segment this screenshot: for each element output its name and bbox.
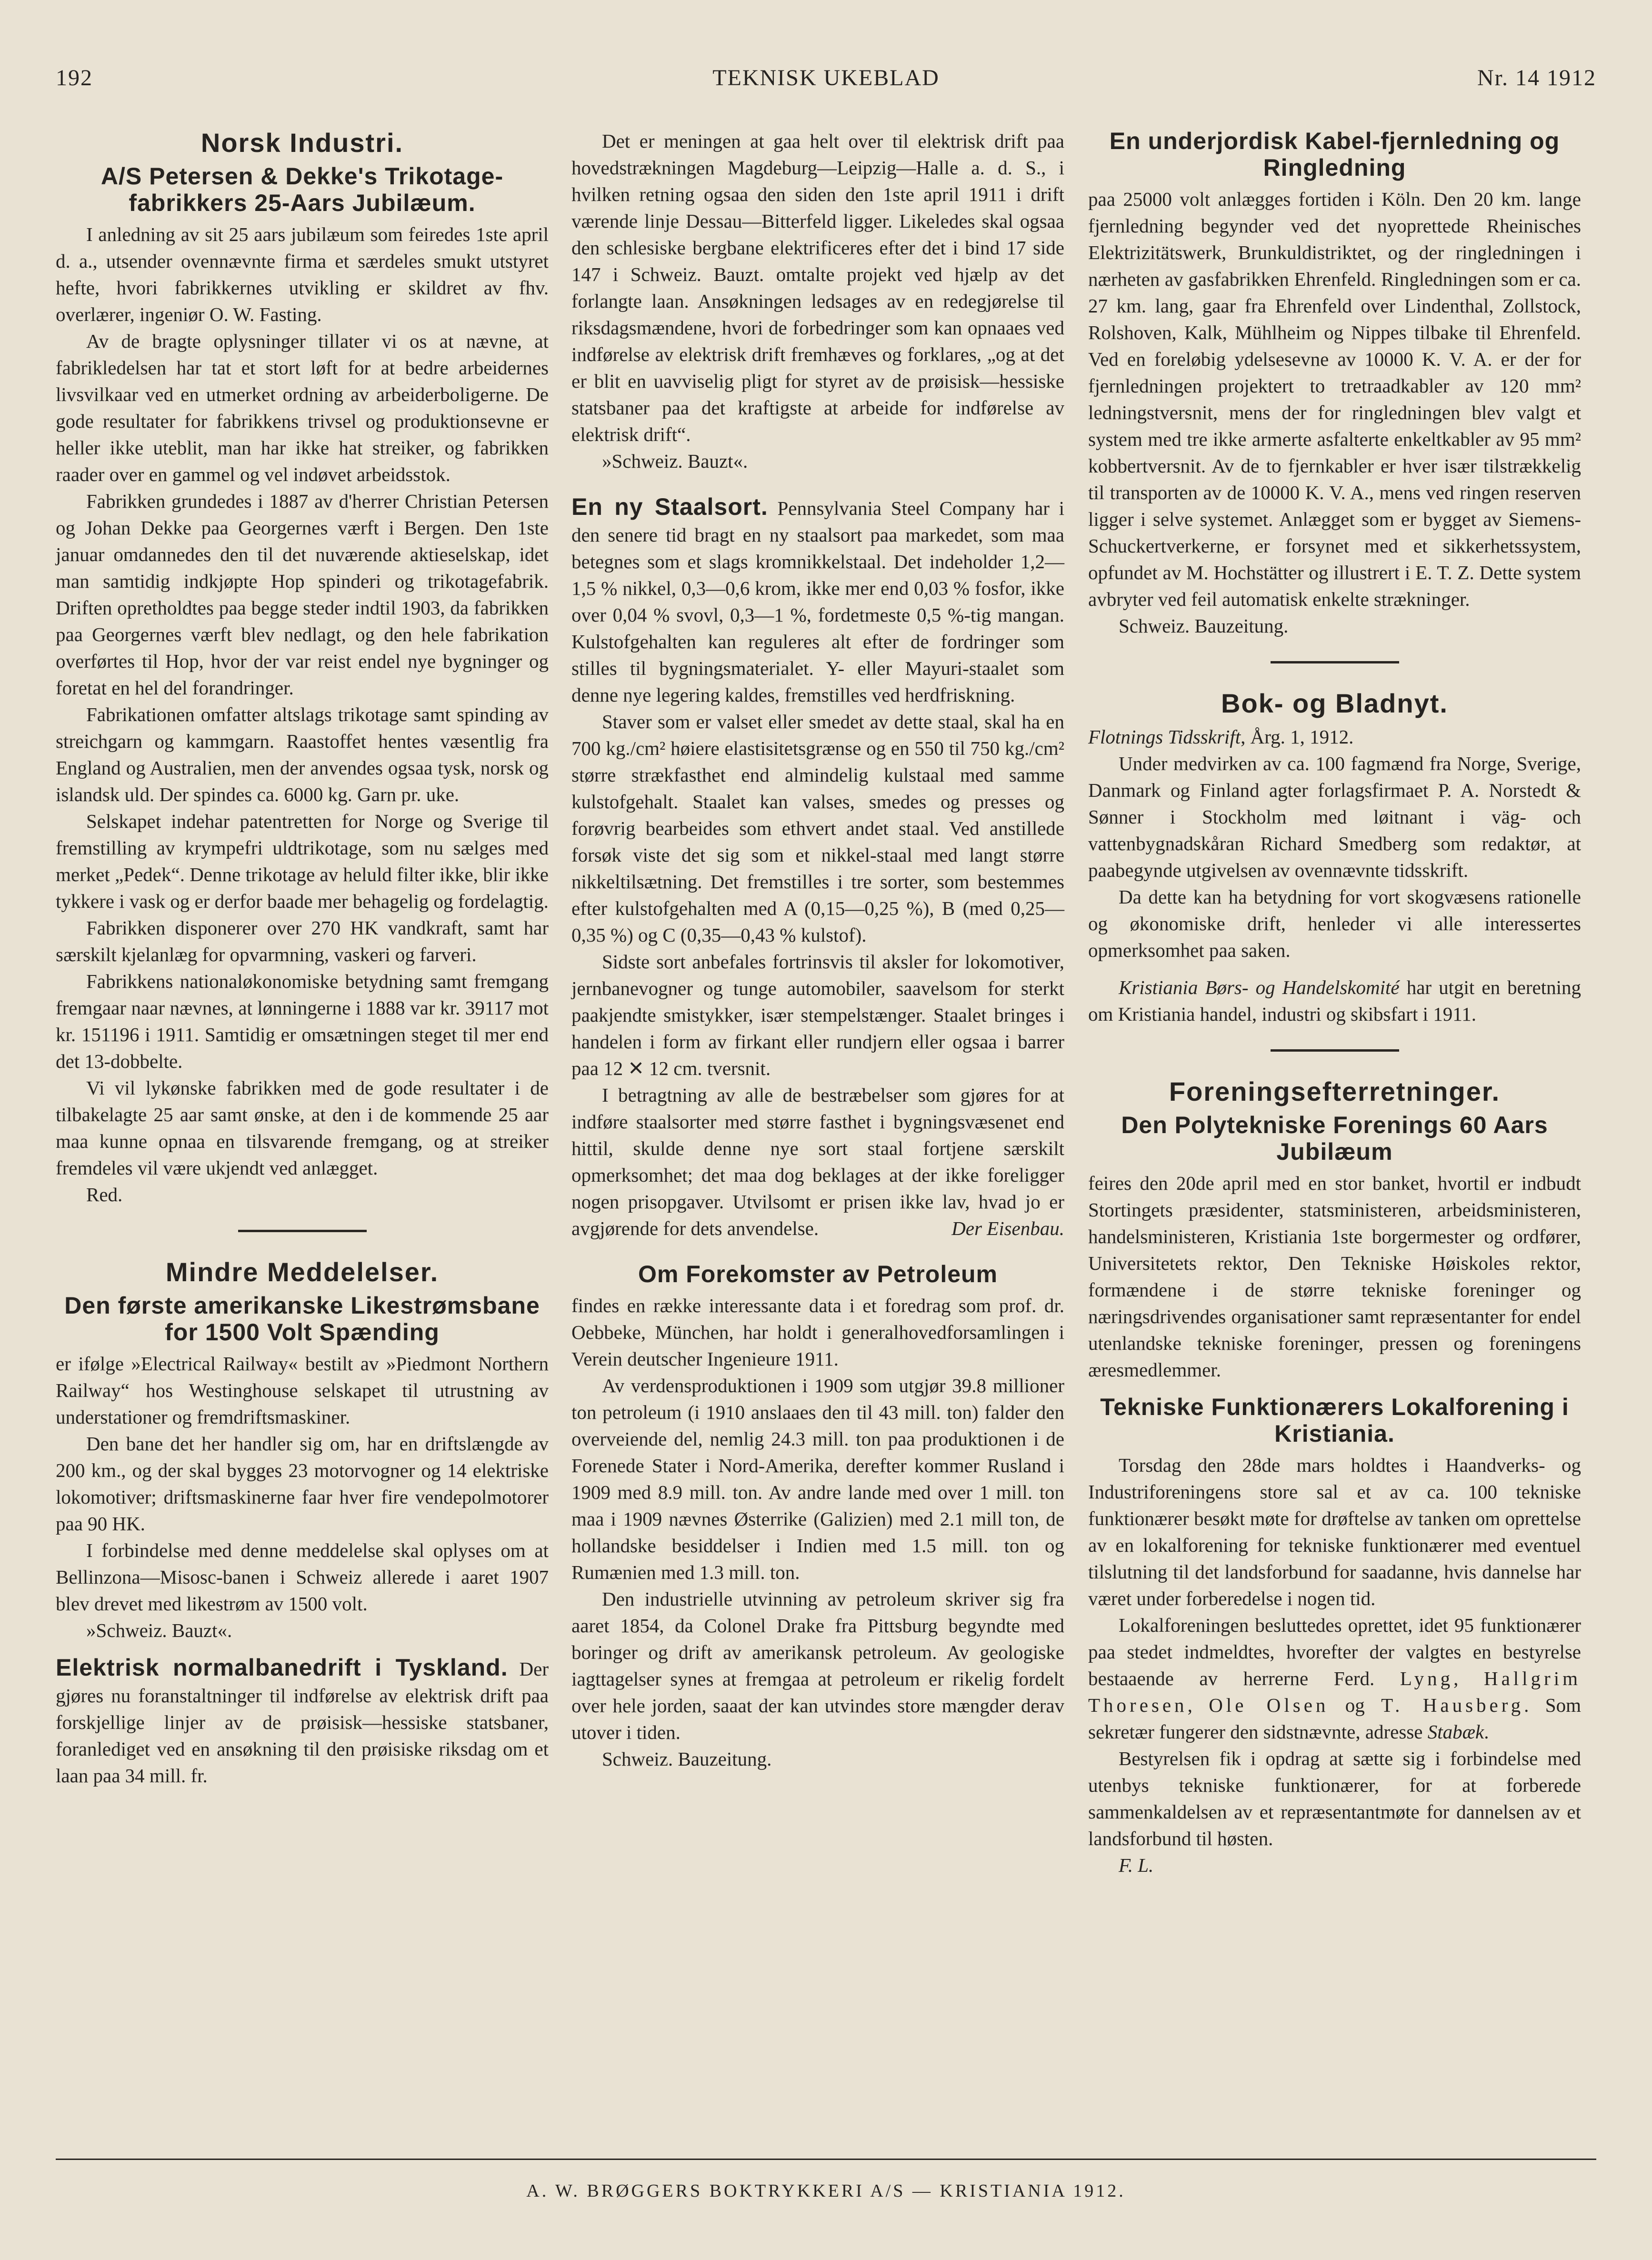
person-name: Ole Olsen <box>1209 1694 1329 1716</box>
address: Stabæk <box>1427 1721 1484 1743</box>
section-divider <box>1271 661 1399 663</box>
article-signature: Red. <box>86 1184 123 1205</box>
publication-volume: , Årg. 1, 1912. <box>1241 726 1354 748</box>
publication-name: Flotnings Tidsskrift <box>1088 726 1241 748</box>
article-paragraph: Fabrikkens nationaløkonomiske betydning samt fremgang fremgaar naar nævnes, at lønningerne i 1888 var kr. 39117 mot kr. 151196 i 1911. Samtidig er omsætningen steget til mer end det 13-dobbelte. <box>56 970 549 1072</box>
column-right <box>1088 128 1581 1878</box>
person-name: Lyng <box>1400 1667 1454 1689</box>
article-source: Schweiz. Bauzeitung. <box>1119 615 1289 637</box>
article-paragraph: Under medvirken av ca. 100 fagmænd fra Norge, Sverige, Danmark og Finland agter forlagsfirmaet P. A. Norstedt & Sønner i Stockholm med løitnant i väg- och vattenbygnadskåran Richard Smedberg som redaktør, at paabegynde utgivelsen av ovennævnte tidsskrift. <box>1088 753 1581 881</box>
article-paragraph: Vi vil lykønske fabrikken med de gode resultater i de tilbakelagte 25 aar samt ønske, at den i de kommende 25 aar maa kunne opnaa en tilsvarende fremgang, og at streiker fremdeles vil være ukjendt ved anlægget. <box>56 1077 549 1179</box>
article-paragraph <box>571 1082 1064 1242</box>
article-paragraph: Den bane det her handler sig om, har en driftslængde av 200 km., og der skal bygges 23 motorvogner og 14 elektriske lokomotiver; driftsmaskinerne faar hver fire vendepolmotorer paa 90 HK. <box>56 1433 549 1535</box>
column-middle <box>571 128 1064 1772</box>
publication-title: TEKNISK UKEBLAD <box>712 65 940 90</box>
spacer <box>1088 1383 1581 1394</box>
article-signature: F. L. <box>1119 1854 1154 1876</box>
article-paragraph: Selskapet indehar patentretten for Norge og Sverige til fremstilling av krympefri uldtrikotage, som nu sælges med merket „Pedek“. Denne trikotage av heluld filter ikke, blir ikke tykkere i vask og er derfor baade mer behagelig og fordelagtig. <box>56 810 549 912</box>
spacer <box>1088 964 1581 974</box>
article-paragraph: Av verdensproduktionen i 1909 som utgjør 39.8 millioner ton petroleum (i 1910 anslaaes den til 43 mill. ton) falder den overveiende del, nemlig 24.3 mill. ton paa produktionen i de Forenede Stater i Nord-Amerika, derefter kommer Rusland i 1909 med 8.9 mill. ton. Av andre lande med over 1 mill. ton maa i 1909 nævnes Østerrike (Galizien) med 2.1 mill ton, de hollandske besiddelser i Indien med 1.5 mill. ton og Rumænien med 1.3 mill. ton. <box>571 1375 1064 1583</box>
article-paragraph: Fabrikationen omfatter altslags trikotage samt spinding av streichgarn og kammgarn. Raastoffet hentes væsentlig fra England og Australien, men der anvendes ogsaa tysk, norsk og islandsk uld. Der spindes ca. 6000 kg. Garn pr. uke. <box>56 703 549 805</box>
article-text: Der gjøres nu foranstaltninger til indførelse av elektrisk drift paa forskjellige linjer av de prøisisk—hessiske statsbaner, foranlediget ved en ansøkning til den prøisiske riksdag om et laan paa 34 mill. fr. <box>56 1658 549 1787</box>
publication-name: Kristiania Børs- og Handelskomité <box>1119 976 1400 998</box>
article-paragraph: feires den 20de april med en stor banket, hvortil er indbudt Stortingets præsidenter, statsministeren, arbeidsministeren, handelsministeren, Kristiania 1ste borgermester og ordfører, Universitetets rektor, Den Tekniske Høiskoles rektor, formændene i de større tekniske foreninger og næringsdrivendes organisationer samt repræsentanter for endel utenlandske tekniske foreninger, pressen og foreningens æresmedlemmer. <box>1088 1172 1581 1381</box>
article-paragraph: paa 25000 volt anlægges fortiden i Köln. Den 20 km. lange fjernledning begynder ved det nyoprettede Rheinisches Elektrizitätswerk, Brunkuldistriktet, og der ringledningen i nærheten av gasfabrikken Ehrenfeld. Ringledningen som er ca. 27 km. lang, gaar fra Ehrenfeld over Lindenthal, Zollstock, Rolshoven, Kalk, Mühlheim og Nippes tilbake til Ehrenfeld. Ved en foreløbig ydelsesevne av 10000 K. V. A. er der for fjernledningen projektert to tretraadkabler av 120 mm² ledningstversnit, mens der for ringledningen blev valgt et system med tre ikke armerte asfalterte enkeltkabler av 95 mm² kobbertversnit. Av de to fjernkabler er hver især tilstrækkelig til transporten av de 10000 K. V. A., mens ved ringen reserven ligger i selve systemet. Anlægget som er bygget av Siemens-Schuckertverkerne, er forsynet med et sikkerhetssystem, opfundet av M. Hochstätter og illustrert i E. T. Z. Dette system avbryter ved feil automatisk enkelte strækninger. <box>1088 188 1581 610</box>
article-source: Der Eisenbau. <box>951 1217 1064 1239</box>
section-title-norsk-industri: Norsk Industri. <box>200 128 404 158</box>
article-paragraph: Da dette kan ha betydning for vort skogvæsens rationelle og økonomiske drift, henleder vi alle interessertes opmerksomhet paa saken. <box>1088 886 1581 961</box>
article-title-lokalforening: Tekniske Funktionærers Lokalforening i Kristiania. <box>1100 1394 1569 1447</box>
article-text: Pennsylvania Steel Company har i den senere tid bragt en ny staalsort paa markedet, som maa betegnes som et slags kromnikkelstaal. Det indeholder 1,2—1,5 % nikkel, 0,3—0,6 krom, ikke mer end 0,03 % fosfor, ikke over 0,04 % svovl, 0,3—1 %, fordetmeste 0,5 %-tig mangan. Kulstofgehalten kan reguleres alt efter de fordringer som stilles til bygningsmaterialet. Y- eller Mayuri-staalet som denne nye legering kaldes, fremstilles ved herdfriskning. <box>571 497 1064 706</box>
page-number: 192 <box>56 65 93 90</box>
article-text: har utgit en beretning om Kristiania handel, industri og skibsfart i 1911. <box>1088 976 1581 1025</box>
section-title-bok-og-bladnyt: Bok- og Bladnyt. <box>1221 688 1448 718</box>
article-paragraph: Bestyrelsen fik i opdrag at sætte sig i forbindelse med utenbys tekniske funktionærer, for at forberede sammenkaldelsen av et repræsentantmøte for dannelsen av et landsforbund til høsten. <box>1088 1748 1581 1849</box>
spacer <box>571 474 1064 493</box>
article-paragraph: er ifølge »Electrical Railway« bestilt av »Piedmont Northern Railway“ hos Westinghouse selskapet til utrustning av understationer og fremdriftsmaskiner. <box>56 1353 549 1428</box>
article-paragraph-with-runin-title <box>571 493 1064 708</box>
article-paragraph: Staver som er valset eller smedet av dette staal, skal ha en 700 kg./cm² høiere elastisitetsgrænse og en 550 til 750 kg./cm² større strækfasthet end almindelig kulstaal med samme kulstofgehalt. Staalet kan valses, smedes og presses og forøvrig bearbeides som ethvert andet staal. Ved anstillede forsøk viste det sig som et nikkel-staal med langt større nikkeltilsætning. Det fremstilles i tre sorter, som bestemmes efter kulstofgehalten med A (0,15—0,25 %), B (med 0,25—0,35 %) og C (0,35—0,43 % kulstof). <box>571 711 1064 946</box>
article-text: Lokalforeningen besluttedes oprettet, idet 95 funktionærer paa stedet indmeldtes, hvorefter der valgtes en bestyrelse bestaaende av herrerne Ferd. <box>1088 1614 1581 1689</box>
footer-divider <box>56 2159 1596 2160</box>
article-paragraph: I forbindelse med denne meddelelse skal oplyses om at Bellinzona—Misosc-banen i Schweiz allerede i aaret 1907 blev drevet med likestrøm av 1500 volt. <box>56 1539 549 1615</box>
article-paragraph: Sidste sort anbefales fortrinsvis til aksler for lokomotiver, jernbanevogner og tunge automobiler, saavelsom for sterkt paakjendte smistykker, især stempelstænger. Staalet bringes i handelen i form av firkant eller rundjern eller ogsaa i barrer paa 12 ✕ 12 cm. tversnit. <box>571 951 1064 1079</box>
article-paragraph: Det er meningen at gaa helt over til elektrisk drift paa hovedstrækningen Magdeburg—Leipzig—Halle a. d. S., i hvilken retning ogsaa den siden den 1ste april 1911 i drift værende linje Dessau—Bitterfeld ligger. Likeledes skal ogsaa den schlesiske bergbane elektrificeres efter det i bind 17 side 147 i Schweiz. Bauzt. omtalte projekt ved hjælp av det forlangte laan. Ansøkningen ledsages av en redegjørelse til riksdagsmændene, hvori de forbedringer som kan opnaaes ved indførelse av elektrisk drift fremhæves og forklares, „og at det er blit en uavviselig pligt for styret av de prøisisk—hessiske statsbaner paa det kraftigste at arbeide for indførelse av elektrisk drift“. <box>571 130 1064 445</box>
article-source: »Schweiz. Bauzt«. <box>602 450 748 472</box>
article-text: . Som sekretær fungerer den sidstnævnte, adresse <box>1088 1694 1581 1743</box>
article-title-elektrisk-normalbanedrift: Elektrisk normalbanedrift i Tyskland. <box>56 1654 508 1681</box>
article-paragraph: I anledning av sit 25 aars jubilæum som feiredes 1ste april d. a., utsender ovennævnte firma et særdeles smukt utstyret hefte, hvori fabrikkernes utvikling er skildret av fhv. overlærer, ingeniør O. W. Fasting. <box>56 223 549 325</box>
section-divider <box>1271 1049 1399 1052</box>
article-paragraph: Av de bragte oplysninger tillater vi os at nævne, at fabrikledelsen har tat et stort løft for at bedre arbeidernes livsvilkaar ved en utmerket ordning av arbeiderboligerne. De gode resultater for fabrikkens trivsel og produktionsevne er heller ikke uteblit, man har ikke hat streiker, og fabrikken raader over en gammel og vel indøvet arbeidsstok. <box>56 330 549 485</box>
spacer <box>571 1242 1064 1261</box>
article-paragraph: Torsdag den 28de mars holdtes i Haandverks- og Industriforeningens store sal et av ca. 100 tekniske funktionærer besøkt møte for drøftelse av tanken om oprettelse av en lokalforening for tekniske funktionærer med eventuel tilslutning til det landsforbund for saadanne, hvis dannelse har været under forberedelse i nogen tid. <box>1088 1454 1581 1609</box>
article-source: Schweiz. Bauzeitung. <box>602 1748 772 1770</box>
article-title-kabel-fjernledning: En underjordisk Kabel-fjernledning og Ringledning <box>1109 128 1560 181</box>
article-title-polytekniske-forening: Den Polytekniske Forenings 60 Aars Jubilæum <box>1121 1112 1548 1165</box>
article-paragraph: Lokalforeningen besluttedes oprettet, idet 95 funktionærer paa stedet indmeldtes, hvorefter der valgtes en bestyrelse bestaaende av herrerne Ferd. Lyng, Hallgrim Thoresen, Ole Olsen og T. Hausberg. Som sekretær fungerer den sidstnævnte, adresse Stabæk. <box>1088 1614 1581 1743</box>
spacer <box>56 1644 549 1654</box>
section-title-mindre-meddelelser: Mindre Meddelelser. <box>165 1257 439 1287</box>
section-divider <box>238 1230 367 1232</box>
issue-label: Nr. 14 1912 <box>1477 65 1596 90</box>
article-title-petroleum: Om Forekomster av Petroleum <box>638 1261 998 1287</box>
person-name: T. Hausberg <box>1381 1694 1524 1716</box>
article-title-likestromsbane: Den første amerikanske Likestrømsbane for 1500 Volt Spænding <box>64 1292 540 1346</box>
article-source: »Schweiz. Bauzt«. <box>86 1619 232 1641</box>
article-paragraph <box>1088 974 1581 1027</box>
article-paragraph-with-runin-title <box>56 1654 549 1789</box>
section-title-foreningsefterretninger: Foreningsefterretninger. <box>1169 1076 1501 1106</box>
article-paragraph: Fabrikken grundedes i 1887 av d'herrer Christian Petersen og Johan Dekke paa Georgernes værft i Bergen. Den 1ste januar omdannedes den til det nuværende aktieselskap, idet man samtidig indkjøpte Hop spinderi og trikotagefabrik. Driften opretholdtes paa begge steder indtil 1903, da fabrikken paa Georgernes værft blev nedlagt, og den hele fabrikation overførtes til Hop, hvor der var reist endel nye bygninger og foretat en hel del forandringer. <box>56 490 549 699</box>
publication-reference <box>1088 723 1581 750</box>
article-paragraph: Den industrielle utvinning av petroleum skriver sig fra aaret 1854, da Colonel Drake fra Pittsburg begyndte med boringer og drift av amerikansk petroleum. Av geologiske iagttagelser synes at fremgaa at petroleum er rikelig fordelt over hele jorden, saaat der kan utvindes store mængder derav utover i tiden. <box>571 1588 1064 1743</box>
article-paragraph: findes en række interessante data i et foredrag som prof. dr. Oebbeke, München, har holdt i generalhovedforsamlingen i Verein deutscher Ingenieure 1911. <box>571 1295 1064 1370</box>
article-title-petersen-dekke: A/S Petersen & Dekke's Trikotage-fabrikkers 25-Aars Jubilæum. <box>100 163 504 216</box>
column-left <box>56 128 549 1789</box>
person-name: Hallgrim Thoresen <box>1088 1667 1581 1716</box>
article-paragraph: Fabrikken disponerer over 270 HK vandkraft, samt har særskilt kjelanlæg for opvarmning, vaskeri og farveri. <box>56 917 549 965</box>
printer-imprint: A. W. BRØGGERS BOKTRYKKERI A/S — KRISTIANIA 1912. <box>526 2181 1126 2201</box>
article-text: I betragtning av alle de bestræbelser som gjøres for at indføre staalsorter med større fasthet i bygningsvæsenet end hittil, skulde denne nye sort staal fortjene særskilt opmerksomhet; det maa dog beklages at der ikke foreligger nogen prisopgaver. Utvilsomt er prisen ikke lav, hvad jo er avgjørende for dets anvendelse. <box>571 1084 1064 1239</box>
article-title-ny-staalsort: En ny Staalsort. <box>571 493 768 520</box>
